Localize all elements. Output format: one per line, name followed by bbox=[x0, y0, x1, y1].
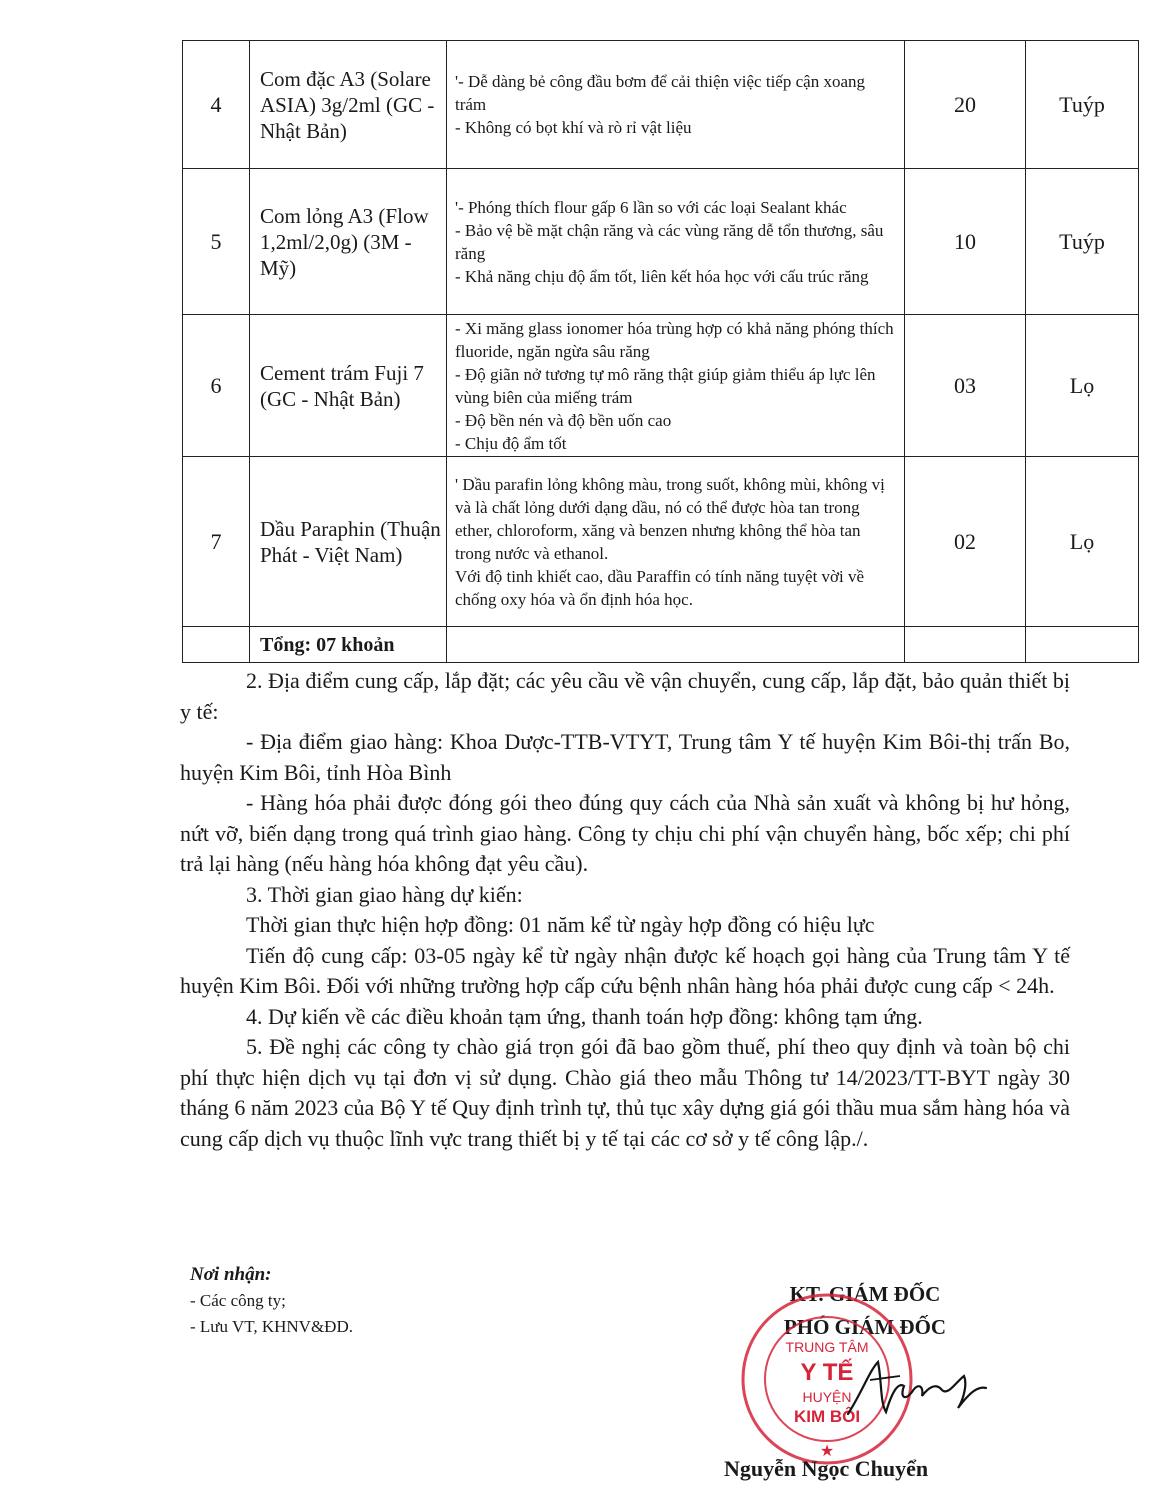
item-quantity: 03 bbox=[905, 315, 1026, 457]
item-unit: Lọ bbox=[1026, 457, 1139, 627]
item-name: Cement trám Fuji 7 (GC - Nhật Bản) bbox=[250, 315, 447, 457]
section-delivery-location: 2. Địa điểm cung cấp, lắp đặt; các yêu cầu về vận chuyển, cung cấp, lắp đặt, bảo quản thiết bị y tế: bbox=[180, 668, 1070, 724]
spec-line: Với độ tinh khiết cao, dầu Paraffin có tính năng tuyệt vời về chống oxy hóa và ổn định hóa học. bbox=[455, 566, 865, 609]
signature-line-2: PHÓ GIÁM ĐỐC bbox=[783, 1315, 947, 1339]
item-name: Com đặc A3 (Solare ASIA) 3g/2ml (GC - Nhật Bản) bbox=[250, 41, 447, 169]
section-quotation: 5. Đề nghị các công ty chào giá trọn gói đã bao gồm thuế, phí theo quy định và toàn bộ chi phí thực hiện dịch vụ tại đơn vị sử dụng. Chào giá theo mẫu Thông tư 14/2023/TT-BYT ngày 30 tháng 6 năm 2023 của Bộ Y tế Quy định trình tự, thủ tục xây dựng giá gói thầu mua sắm hàng hóa và cung cấp dịch vụ thuộc lĩnh vực trang thiết bị y tế tại các cơ sở y tế công lập./. bbox=[180, 1034, 1070, 1151]
stamp-text: Y TẾ bbox=[800, 1359, 854, 1386]
recipients-title: Nơi nhận: bbox=[190, 1264, 272, 1285]
empty-cell bbox=[183, 627, 250, 663]
table-row bbox=[183, 457, 1139, 627]
item-unit: Tuýp bbox=[1026, 41, 1139, 169]
total-label: Tổng: 07 khoản bbox=[250, 627, 447, 663]
section-delivery-time: 3. Thời gian giao hàng dự kiến: bbox=[246, 881, 523, 907]
item-name: Com lỏng A3 (Flow 1,2ml/2,0g) (3M - Mỹ) bbox=[250, 169, 447, 315]
spec-line: - Bảo vệ bề mặt chận răng và các vùng răng dễ tổn thương, sâu răng bbox=[455, 220, 884, 263]
document-body bbox=[180, 666, 1070, 1154]
recipient-item: - Các công ty; bbox=[190, 1291, 286, 1310]
item-quantity: 02 bbox=[905, 457, 1026, 627]
item-quantity: 10 bbox=[905, 169, 1026, 315]
empty-cell bbox=[1026, 627, 1139, 663]
item-number: 6 bbox=[183, 315, 250, 457]
item-quantity: 20 bbox=[905, 41, 1026, 169]
spec-line: - Độ giãn nở tương tự mô răng thật giúp giảm thiểu áp lực lên vùng biên của miếng trám bbox=[455, 364, 876, 407]
table-row bbox=[183, 41, 1139, 169]
supply-schedule: Tiến độ cung cấp: 03-05 ngày kể từ ngày nhận được kế hoạch gọi hàng của Trung tâm Y tế huyện Kim Bôi. Đối với những trường hợp cấp cứu bệnh nhân hàng hóa phải được cung cấp < 24h. bbox=[180, 942, 1070, 998]
item-number: 5 bbox=[183, 169, 250, 315]
spec-line: ether, chloroform, xăng và benzen nhưng không thể hòa tan trong nước và ethanol. bbox=[455, 520, 861, 563]
stamp-text: HUYỆN bbox=[802, 1389, 852, 1405]
section-payment-terms: 4. Dự kiến về các điều khoản tạm ứng, thanh toán hợp đồng: không tạm ứng. bbox=[246, 1003, 923, 1029]
item-spec bbox=[447, 457, 905, 627]
item-spec bbox=[447, 41, 905, 169]
delivery-address: - Địa điểm giao hàng: Khoa Dược-TTB-VTYT, Trung tâm Y tế huyện Kim Bôi-thị trấn Bo, huyện Kim Bôi, tỉnh Hòa Bình bbox=[180, 729, 1070, 785]
stamp-text: TRUNG TÂM bbox=[785, 1339, 869, 1355]
packaging-requirements: - Hàng hóa phải được đóng gói theo đúng quy cách của Nhà sản xuất và không bị hư hỏng, nứt vỡ, biến dạng trong quá trình giao hàng. Công ty chịu chi phí vận chuyển hàng, bốc xếp; chi phí trả lại hàng (nếu hàng hóa không đạt yêu cầu). bbox=[180, 790, 1070, 876]
table-row bbox=[183, 169, 1139, 315]
spec-line: - Không có bọt khí và rò rỉ vật liệu bbox=[455, 118, 692, 137]
spec-line: ' Dầu parafin lỏng không màu, trong suốt, không mùi, không vị và là chất lỏng dưới dạng dầu, nó có thể được hòa tan trong bbox=[455, 474, 885, 517]
item-spec bbox=[447, 169, 905, 315]
empty-cell bbox=[447, 627, 905, 663]
spec-line: - Khả năng chịu độ ẩm tốt, liên kết hóa học với cấu trúc răng bbox=[455, 266, 869, 286]
contract-duration: Thời gian thực hiện hợp đồng: 01 năm kể từ ngày hợp đồng có hiệu lực bbox=[246, 912, 875, 937]
item-unit: Tuýp bbox=[1026, 169, 1139, 315]
item-spec bbox=[447, 315, 905, 457]
table-row bbox=[183, 315, 1139, 457]
spec-line: '- Phóng thích flour gấp 6 lần so với các loại Sealant khác bbox=[455, 197, 847, 217]
item-number: 4 bbox=[183, 41, 250, 169]
signature-line-1: KT. GIÁM ĐỐC bbox=[789, 1282, 941, 1306]
item-number: 7 bbox=[183, 457, 250, 627]
empty-cell bbox=[905, 627, 1026, 663]
spec-line: '- Dễ dàng bẻ công đầu bơm để cải thiện việc tiếp cận xoang trám bbox=[455, 72, 865, 114]
handwritten-signature bbox=[840, 1352, 990, 1422]
recipient-item: - Lưu VT, KHNV&ĐD. bbox=[190, 1317, 353, 1336]
stamp-star: ★ bbox=[819, 1443, 835, 1460]
spec-line: - Xi măng glass ionomer hóa trùng hợp có khả năng phóng thích fluoride, ngăn ngừa sâu răng bbox=[455, 318, 894, 361]
item-name: Dầu Paraphin (Thuận Phát - Việt Nam) bbox=[250, 457, 447, 627]
spec-line: - Độ bền nén và độ bền uốn cao bbox=[455, 410, 672, 430]
spec-line: - Chịu độ ẩm tốt bbox=[455, 433, 567, 453]
recipients-block bbox=[190, 1262, 353, 1340]
total-row bbox=[183, 627, 1139, 663]
items-table bbox=[182, 40, 1139, 663]
signer-name: Nguyễn Ngọc Chuyển bbox=[724, 1456, 929, 1481]
item-unit: Lọ bbox=[1026, 315, 1139, 457]
stamp-text: KIM BÔI bbox=[793, 1407, 861, 1426]
